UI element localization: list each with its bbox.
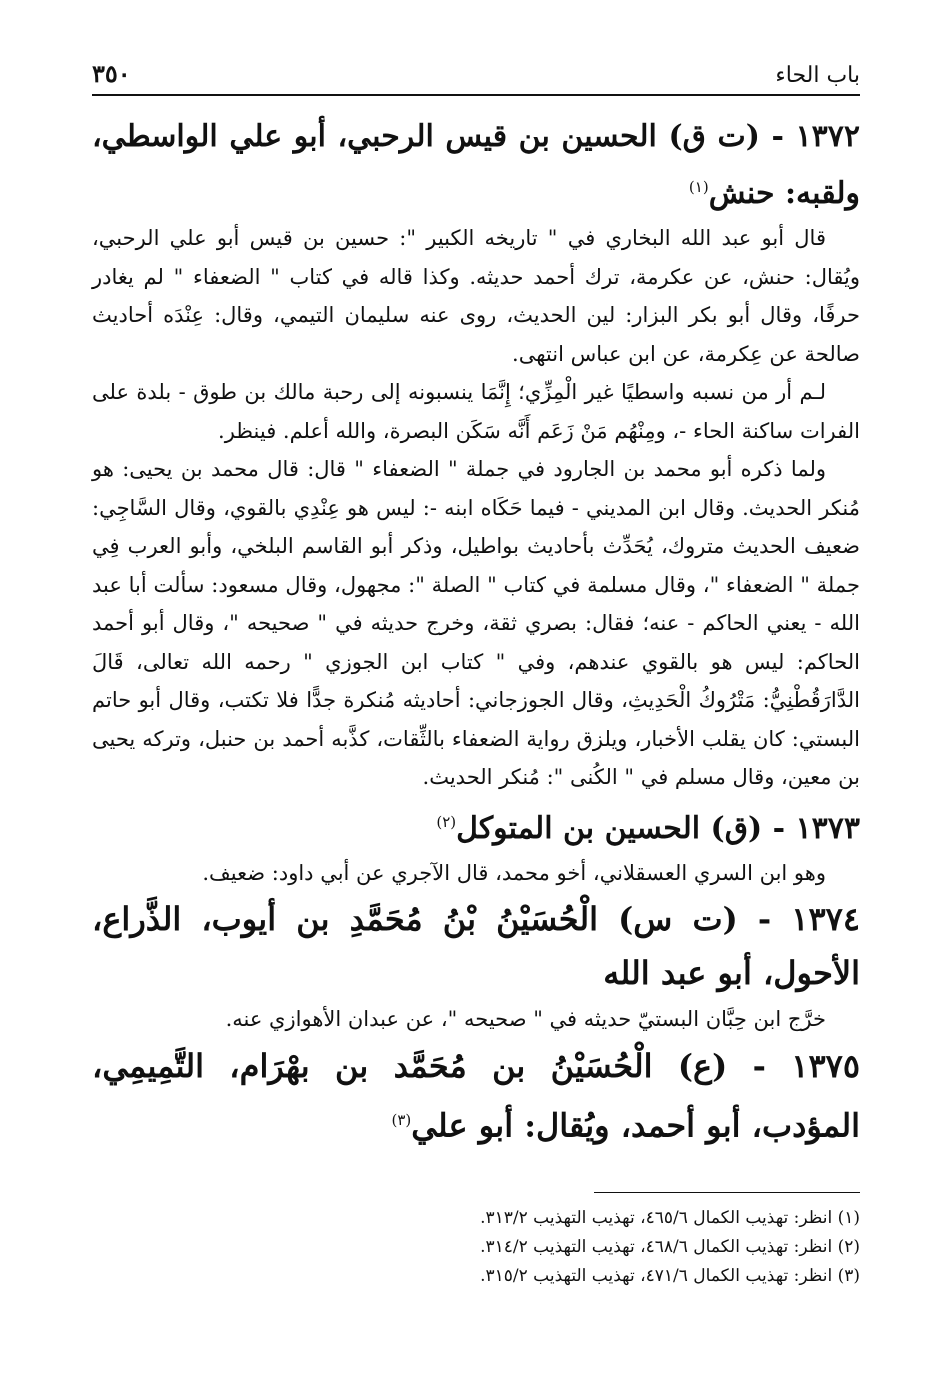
paragraph: لـم أر من نسبه واسطيًا غير الْمِزِّي؛ إِنَّمَا ينسبونه إلى رحبة مالك بن طوق - بلدة على الفرات ساكنة الحاء -، ومِنْهُم مَنْ زَعَم أَنَّه سَكَن البصرة، والله أعلم. فينظر. bbox=[92, 380, 860, 443]
entry-title-1375 bbox=[92, 1039, 860, 1153]
footnotes bbox=[92, 1204, 860, 1291]
paragraph: قال أبو عبد الله البخاري في " تاريخه الكبير ": حسين بن قيس أبو علي الرحبي، ويُقال: حنش، عن عكرمة، ترك أحمد حديثه. وكذا قاله في كتاب " الضعفاء " لم يغادر حرفًا، وقال أبو بكر البزار: لين الحديث، روى عنه سليمان التيمي، وقال: عِنْدَه أحاديث صالحة عن عِكرمة، عن ابن عباس انتهى. bbox=[92, 226, 861, 366]
footnote-1: (١) انظر: تهذيب الكمال ٤٦٥/٦، تهذيب التهذيب ٣١٣/٢. bbox=[480, 1208, 860, 1228]
footnote-ref-2: (٢) bbox=[436, 812, 457, 831]
entry-title-1373 bbox=[92, 797, 860, 854]
entry-title-text: ١٣٧٢ - (ت ق) الحسين بن قيس الرحبي، أبو علي الواسطي، ولقبه: حنش bbox=[92, 119, 860, 211]
footnote-ref-1: (١) bbox=[688, 178, 709, 196]
entry-title-text: ١٣٧٣ - (ق) الحسين بن المتوكل bbox=[456, 810, 860, 846]
running-header bbox=[92, 56, 860, 96]
paragraph: ولما ذكره أبو محمد بن الجارود في جملة " الضعفاء " قال: قال محمد بن يحيى: هو مُنكر الحديث. وقال ابن المديني - فيما حَكَاه ابنه -: ليس هو عِنْدِي بالقوي، وقال السَّاجِي: ضعيف الحديث متروك، يُحَدِّث بأحاديث بواطيل، وذكر أبو القاسم البلخي، وأبو العرب فِي جملة " الضعفاء "، وقال مسلمة في كتاب " الصلة ": مجهول، وقال مسعود: سألت أبا عبد الله - يعني الحاكم - عنه؛ فقال: بصري ثقة، وخرج حديثه في " صحيحه "، وقال أبو أحمد الحاكم: ليس هو بالقوي عندهم، وفي " كتاب ابن الجوزي " رحمه الله تعالى، قَالَ الدَّارَقُطْنِيُّ: مَتْرُوكُ الْحَدِيثِ، وقال الجوزجاني: أحاديثه مُنكرة جدًّا فلا تكتب، وقال أبو حاتم البستي: كان يقلب الأخبار، ويلزق رواية الضعفاء بالثِّقات، كذَّبه أحمد بن حنبل، وتركه يحيى بن معين، وقال مسلم في " الكُنى ": مُنكر الحديث. bbox=[92, 457, 860, 789]
page-number: ٣٥٠ bbox=[92, 59, 131, 88]
entry-title-text: ١٣٧٤ - (ت س) الْحُسَيْنُ بْنُ مُحَمَّدِ بن أيوب، الذَّراع، الأحول، أبو عبد الله bbox=[92, 900, 860, 992]
footnote-divider bbox=[594, 1192, 860, 1193]
main-text bbox=[92, 112, 860, 1152]
footnote-3: (٣) انظر: تهذيب الكمال ٤٧١/٦، تهذيب التهذيب ٣١٥/٢. bbox=[480, 1266, 860, 1286]
paragraph: خرَّج ابن حِبَّان البستيّ حديثه في " صحيحه "، عن عبدان الأهوازي عنه. bbox=[225, 1007, 826, 1031]
paragraph: وهو ابن السري العسقلاني، أخو محمد، قال الآجري عن أبي داود: ضعيف. bbox=[202, 860, 826, 885]
entry-title-1372 bbox=[92, 112, 860, 219]
chapter-title: باب الحاء bbox=[775, 63, 860, 88]
footnote-ref-3: (٣) bbox=[391, 1110, 412, 1129]
entry-title-1374 bbox=[92, 892, 860, 1000]
footnote-2: (٢) انظر: تهذيب الكمال ٤٦٨/٦، تهذيب التهذيب ٣١٤/٢. bbox=[480, 1237, 860, 1257]
entry-title-text: ١٣٧٥ - (ع) الْحُسَيْنُ بن مُحَمَّد بن بهْرَام، التَّمِيمِي، المؤدب، أبو أحمد، ويُقال: أبو علي bbox=[92, 1046, 860, 1145]
